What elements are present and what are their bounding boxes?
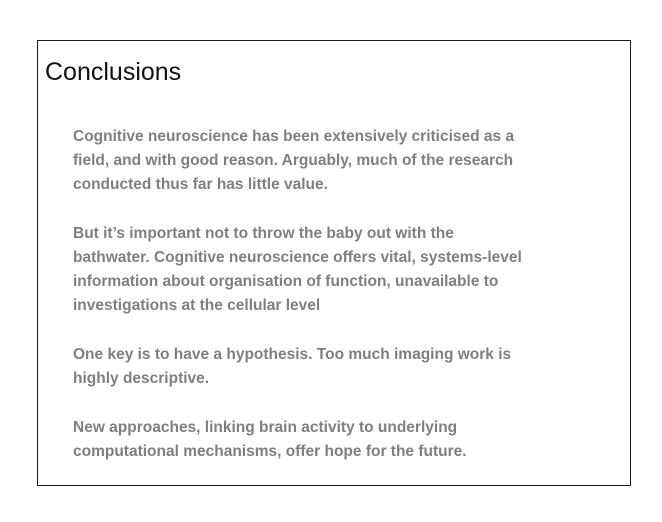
slide-body bbox=[73, 125, 613, 489]
paragraph-line: information about organisation of function, unavailable to bbox=[73, 273, 499, 290]
paragraph-line: investigations at the cellular level bbox=[73, 297, 321, 314]
paragraph-line: One key is to have a hypothesis. Too much imaging work is bbox=[73, 346, 512, 363]
paragraph-line: But it’s important not to throw the baby out with the bbox=[73, 225, 454, 242]
paragraph-line: New approaches, linking brain activity to underlying bbox=[73, 419, 458, 436]
paragraph-line: computational mechanisms, offer hope for the future. bbox=[73, 443, 467, 460]
slide-title: Conclusions bbox=[45, 58, 182, 86]
slide-frame bbox=[37, 40, 631, 486]
paragraph-value bbox=[73, 222, 613, 318]
paragraph-hypothesis bbox=[73, 343, 613, 391]
paragraph-line: conducted thus far has little value. bbox=[73, 176, 328, 193]
paragraph-line: Cognitive neuroscience has been extensively criticised as a bbox=[73, 128, 515, 145]
paragraph-line: field, and with good reason. Arguably, much of the research bbox=[73, 152, 514, 169]
paragraph-line: bathwater. Cognitive neuroscience offers vital, systems-level bbox=[73, 249, 522, 266]
paragraph-future bbox=[73, 416, 613, 464]
paragraph-line: highly descriptive. bbox=[73, 370, 210, 387]
paragraph-criticism bbox=[73, 125, 613, 197]
